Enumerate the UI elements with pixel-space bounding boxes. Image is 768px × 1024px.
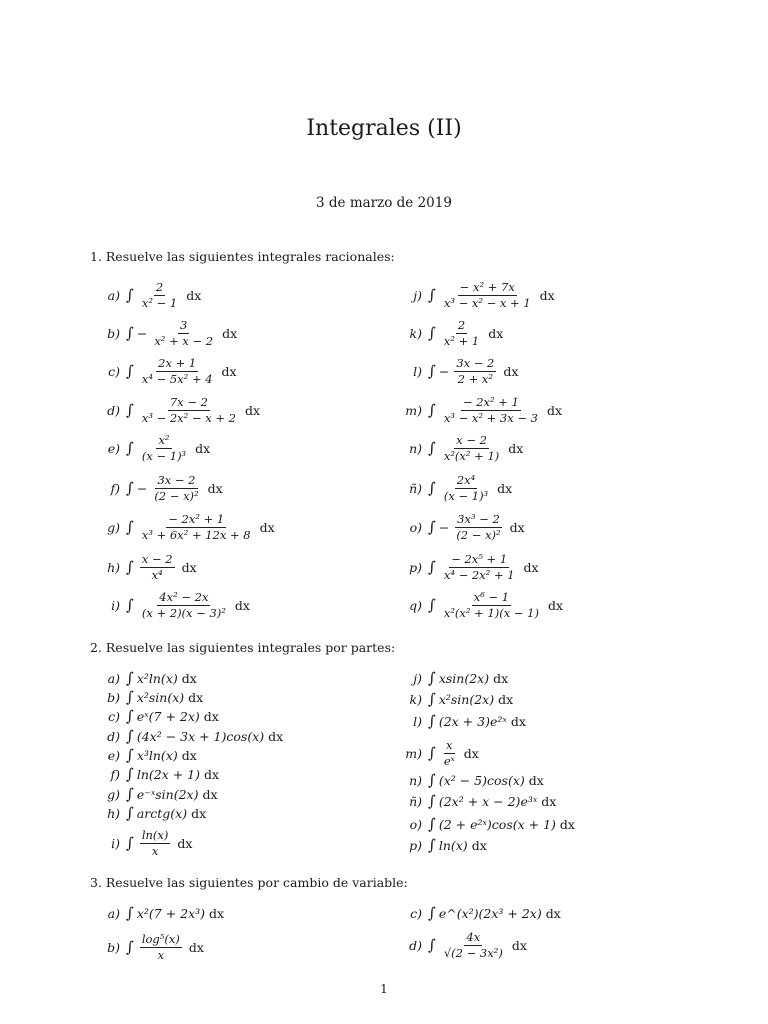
exercise-label: k)	[409, 325, 422, 341]
exercise-label: i)	[111, 835, 120, 851]
integral-sign: ∫	[126, 904, 134, 922]
exercise-label: a)	[107, 905, 120, 921]
differential: dx	[471, 837, 487, 853]
exercise-label: n)	[409, 440, 422, 456]
denominator: (x + 2)(x − 3)²	[141, 605, 226, 620]
integrand: (2x² + x − 2)e³ˣ	[438, 793, 538, 809]
integrand: ln(x)	[438, 837, 468, 853]
fraction	[140, 434, 188, 463]
differential: dx	[191, 805, 207, 821]
integral-sign: ∫	[428, 771, 436, 789]
integral-sign: ∫	[126, 518, 134, 536]
fraction	[140, 357, 215, 386]
exercise-label: n)	[409, 772, 422, 788]
fraction	[140, 553, 175, 582]
differential: dx	[204, 766, 220, 782]
numerator: x	[446, 737, 453, 752]
integral-sign: ∫	[428, 690, 436, 708]
differential: dx	[181, 559, 197, 575]
exercise-label: c)	[108, 708, 120, 724]
numerator: 3x − 2	[456, 355, 495, 370]
numerator: log⁵(x)	[141, 931, 180, 946]
exercise-item	[90, 901, 224, 925]
integral-sign: ∫	[126, 669, 134, 687]
numerator: − 2x² + 1	[168, 511, 225, 526]
numerator: 4x	[466, 929, 481, 944]
differential: dx	[508, 440, 524, 456]
integral-sign: ∫	[428, 518, 436, 536]
integral-sign: ∫	[428, 401, 436, 419]
exercise-label: b)	[107, 689, 120, 705]
denominator: (2 − x)²	[456, 527, 501, 542]
fraction	[140, 591, 228, 620]
exercise-item	[392, 929, 527, 960]
integrand: e⁻ˣsin(2x)	[136, 786, 199, 802]
differential: dx	[498, 691, 514, 707]
integral-sign: ∫	[126, 558, 134, 576]
exercise-item	[90, 317, 238, 348]
differential: dx	[221, 363, 237, 379]
differential: dx	[559, 816, 575, 832]
exercise-label: m)	[405, 745, 422, 761]
exercise-item	[392, 789, 556, 813]
exercise-item	[90, 551, 197, 582]
integrand: x²ln(x)	[136, 670, 178, 686]
differential: dx	[186, 287, 202, 303]
exercise-label: o)	[409, 816, 422, 832]
section-3-heading: 3. Resuelve las siguientes por cambio de variable:	[90, 875, 408, 890]
differential: dx	[511, 937, 527, 953]
fraction	[442, 591, 541, 620]
differential: dx	[234, 597, 250, 613]
integral-sign: ∫	[428, 558, 436, 576]
integral-sign: ∫	[126, 479, 134, 497]
differential: dx	[497, 480, 513, 496]
exercise-item	[90, 394, 261, 425]
fraction	[152, 319, 215, 348]
differential: dx	[207, 480, 223, 496]
fraction	[442, 739, 457, 768]
exercise-item	[392, 687, 513, 711]
numerator: 3	[180, 317, 188, 332]
exercise-label: p)	[409, 837, 422, 853]
fraction	[152, 474, 200, 503]
exercise-item	[90, 279, 202, 310]
integrand: xsin(2x)	[438, 670, 490, 686]
differential: dx	[509, 519, 525, 535]
numerator: 2	[457, 317, 466, 332]
differential: dx	[528, 772, 544, 788]
denominator: 2 + x²	[457, 371, 494, 386]
exercise-label: f)	[110, 766, 120, 782]
integrand: x²sin(2x)	[438, 691, 495, 707]
exercise-item	[90, 827, 193, 858]
integral-sign: ∫	[428, 362, 436, 380]
differential: dx	[488, 325, 504, 341]
differential: dx	[181, 747, 197, 763]
exercise-label: m)	[405, 402, 422, 418]
numerator: x⁶ − 1	[473, 589, 510, 604]
integral-sign: ∫	[428, 815, 436, 833]
differential: dx	[209, 905, 225, 921]
denominator: x³ − x² + 3x − 3	[443, 410, 538, 425]
integral-sign: ∫	[126, 688, 134, 706]
differential: dx	[259, 519, 275, 535]
fraction	[454, 357, 496, 386]
exercise-label: e)	[107, 747, 120, 763]
integral-sign: ∫	[126, 401, 134, 419]
exercise-label: e)	[107, 440, 120, 456]
differential: dx	[539, 287, 555, 303]
integrand: e^(x²)(2x³ + 2x)	[438, 905, 542, 921]
differential: dx	[503, 363, 519, 379]
integral-sign: ∫	[126, 746, 134, 764]
exercise-label: ñ)	[409, 480, 422, 496]
numerator: 4x² − 2x	[159, 589, 209, 604]
differential: dx	[493, 670, 509, 686]
integral-sign: ∫	[126, 362, 134, 380]
minus-sign: −	[136, 480, 148, 496]
exercise-label: j)	[413, 670, 422, 686]
integrand: x³ln(x)	[136, 747, 178, 763]
exercise-label: l)	[413, 363, 422, 379]
fraction	[140, 396, 238, 425]
differential: dx	[244, 402, 261, 418]
numerator: x − 2	[141, 551, 173, 566]
fraction	[442, 396, 540, 425]
exercise-label: p)	[409, 559, 422, 575]
denominator: (2 − x)²	[154, 488, 199, 503]
integrand: arctg(x)	[136, 805, 188, 821]
exercise-label: d)	[107, 402, 120, 418]
exercise-label: ñ)	[409, 793, 422, 809]
exercise-item	[90, 355, 237, 386]
exercise-label: i)	[111, 597, 120, 613]
integrand: (2 + e²ˣ)cos(x + 1)	[438, 816, 556, 832]
denominator: x⁴ − 2x² + 1	[443, 567, 515, 582]
integral-sign: ∫	[428, 792, 436, 810]
numerator: 2x⁴	[456, 472, 476, 487]
exercise-label: b)	[107, 325, 120, 341]
minus-sign: −	[438, 363, 450, 379]
exercise-item	[392, 279, 555, 310]
differential: dx	[177, 835, 193, 851]
differential: dx	[541, 793, 557, 809]
integral-sign: ∫	[126, 439, 134, 457]
denominator: x² + 1	[443, 333, 480, 348]
exercise-label: j)	[413, 287, 422, 303]
differential: dx	[523, 559, 539, 575]
numerator: 7x − 2	[169, 394, 208, 409]
exercise-label: g)	[107, 519, 120, 535]
exercise-item	[392, 709, 526, 733]
numerator: ln(x)	[141, 827, 169, 842]
differential: dx	[202, 786, 218, 802]
exercise-item	[392, 551, 539, 582]
numerator: − 2x⁵ + 1	[451, 551, 508, 566]
exercise-label: b)	[107, 939, 120, 955]
denominator: eˣ	[443, 753, 455, 768]
exercise-item	[90, 801, 206, 825]
differential: dx	[222, 325, 238, 341]
exercise-label: f)	[110, 480, 120, 496]
integral-sign: ∫	[428, 439, 436, 457]
integrand: x²(7 + 2x³)	[136, 905, 206, 921]
exercise-item	[90, 432, 211, 463]
exercise-label: o)	[409, 519, 422, 535]
integral-sign: ∫	[428, 669, 436, 687]
document-date: 3 de marzo de 2019	[316, 195, 452, 211]
denominator: x³ − x² − x + 1	[443, 295, 531, 310]
differential: dx	[188, 689, 204, 705]
fraction	[140, 933, 182, 962]
exercise-label: d)	[107, 728, 120, 744]
numerator: 3x − 2	[157, 472, 196, 487]
exercise-label: a)	[107, 670, 120, 686]
fraction	[442, 931, 505, 960]
exercise-item	[392, 901, 561, 925]
integrand: (x² − 5)cos(x)	[438, 772, 525, 788]
fraction	[442, 474, 490, 503]
numerator: − x² + 7x	[459, 279, 515, 294]
section-1-heading: 1. Resuelve las siguientes integrales racionales:	[90, 249, 395, 264]
exercise-label: g)	[107, 786, 120, 802]
integrand: (2x + 3)e²ˣ	[438, 713, 507, 729]
denominator: x²(x² + 1)(x − 1)	[443, 605, 539, 620]
differential: dx	[547, 597, 564, 613]
section-2-heading: 2. Resuelve las siguientes integrales por partes:	[90, 640, 396, 655]
fraction	[442, 553, 517, 582]
fraction	[442, 281, 533, 310]
denominator: x²(x² + 1)	[443, 448, 500, 463]
integral-sign: ∫	[126, 834, 134, 852]
fraction	[140, 829, 171, 858]
exercise-label: h)	[107, 805, 120, 821]
exercise-item	[392, 394, 563, 425]
denominator: x	[151, 843, 159, 858]
numerator: x²	[158, 432, 170, 447]
numerator: 2	[155, 279, 164, 294]
exercise-label: l)	[413, 713, 422, 729]
exercise-item	[392, 355, 519, 386]
minus-sign: −	[438, 519, 450, 535]
exercise-item	[90, 931, 204, 962]
exercise-item	[392, 833, 487, 857]
differential: dx	[510, 713, 526, 729]
integral-sign: ∫	[428, 836, 436, 854]
exercise-label: k)	[409, 691, 422, 707]
integral-sign: ∫	[428, 936, 436, 954]
integral-sign: ∫	[126, 707, 134, 725]
integral-sign: ∫	[428, 712, 436, 730]
exercise-label: d)	[409, 937, 422, 953]
exercise-label: c)	[108, 363, 120, 379]
integral-sign: ∫	[126, 804, 134, 822]
integrand: eˣ(7 + 2x)	[136, 708, 200, 724]
denominator: √(2 − 3x²)	[443, 945, 503, 960]
differential: dx	[203, 708, 219, 724]
exercise-label: q)	[409, 597, 422, 613]
denominator: x³ − 2x² − x + 2	[141, 410, 236, 425]
integrand: ln(2x + 1)	[136, 766, 201, 782]
differential: dx	[463, 745, 479, 761]
denominator: x² − 1	[141, 295, 178, 310]
integral-sign: ∫	[428, 324, 436, 342]
minus-sign: −	[136, 325, 148, 341]
integral-sign: ∫	[428, 744, 436, 762]
differential: dx	[545, 905, 561, 921]
document-title: Integrales (II)	[306, 116, 462, 141]
denominator: x	[157, 947, 165, 962]
exercise-item	[392, 589, 564, 620]
integral-sign: ∫	[126, 286, 134, 304]
integral-sign: ∫	[126, 596, 134, 614]
exercise-item	[90, 589, 250, 620]
integral-sign: ∫	[428, 904, 436, 922]
numerator: 3x³ − 2	[457, 511, 500, 526]
integral-sign: ∫	[428, 479, 436, 497]
numerator: x − 2	[456, 432, 487, 447]
numerator: 2x + 1	[158, 355, 197, 370]
integrand: (4x² − 3x + 1)cos(x)	[136, 728, 265, 744]
integral-sign: ∫	[428, 286, 436, 304]
page-number: 1	[380, 982, 388, 996]
differential: dx	[546, 402, 563, 418]
numerator: − 2x² + 1	[462, 394, 519, 409]
fraction	[140, 513, 253, 542]
integral-sign: ∫	[126, 727, 134, 745]
denominator: (x − 1)³	[443, 488, 489, 503]
exercise-item	[90, 472, 223, 503]
differential: dx	[188, 939, 204, 955]
denominator: x⁴	[151, 567, 163, 582]
denominator: x⁴ − 5x² + 4	[141, 371, 213, 386]
denominator: x² + x − 2	[154, 333, 214, 348]
exercise-label: h)	[107, 559, 120, 575]
denominator: (x − 1)³	[141, 448, 187, 463]
exercise-item	[392, 511, 525, 542]
denominator: x³ + 6x² + 12x + 8	[141, 527, 251, 542]
exercise-item	[392, 472, 513, 503]
exercise-item	[392, 317, 504, 348]
exercise-label: a)	[107, 287, 120, 303]
differential: dx	[195, 440, 211, 456]
integral-sign: ∫	[126, 938, 134, 956]
integral-sign: ∫	[126, 765, 134, 783]
exercise-item	[392, 432, 524, 463]
fraction	[140, 281, 179, 310]
integral-sign: ∫	[126, 324, 134, 342]
fraction	[454, 513, 502, 542]
differential: dx	[181, 670, 197, 686]
exercise-item	[90, 511, 275, 542]
integrand: x²sin(x)	[136, 689, 185, 705]
exercise-label: c)	[410, 905, 422, 921]
integral-sign: ∫	[126, 785, 134, 803]
integral-sign: ∫	[428, 596, 436, 614]
fraction	[442, 434, 501, 463]
exercise-item	[392, 737, 479, 768]
differential: dx	[268, 728, 284, 744]
fraction	[442, 319, 481, 348]
